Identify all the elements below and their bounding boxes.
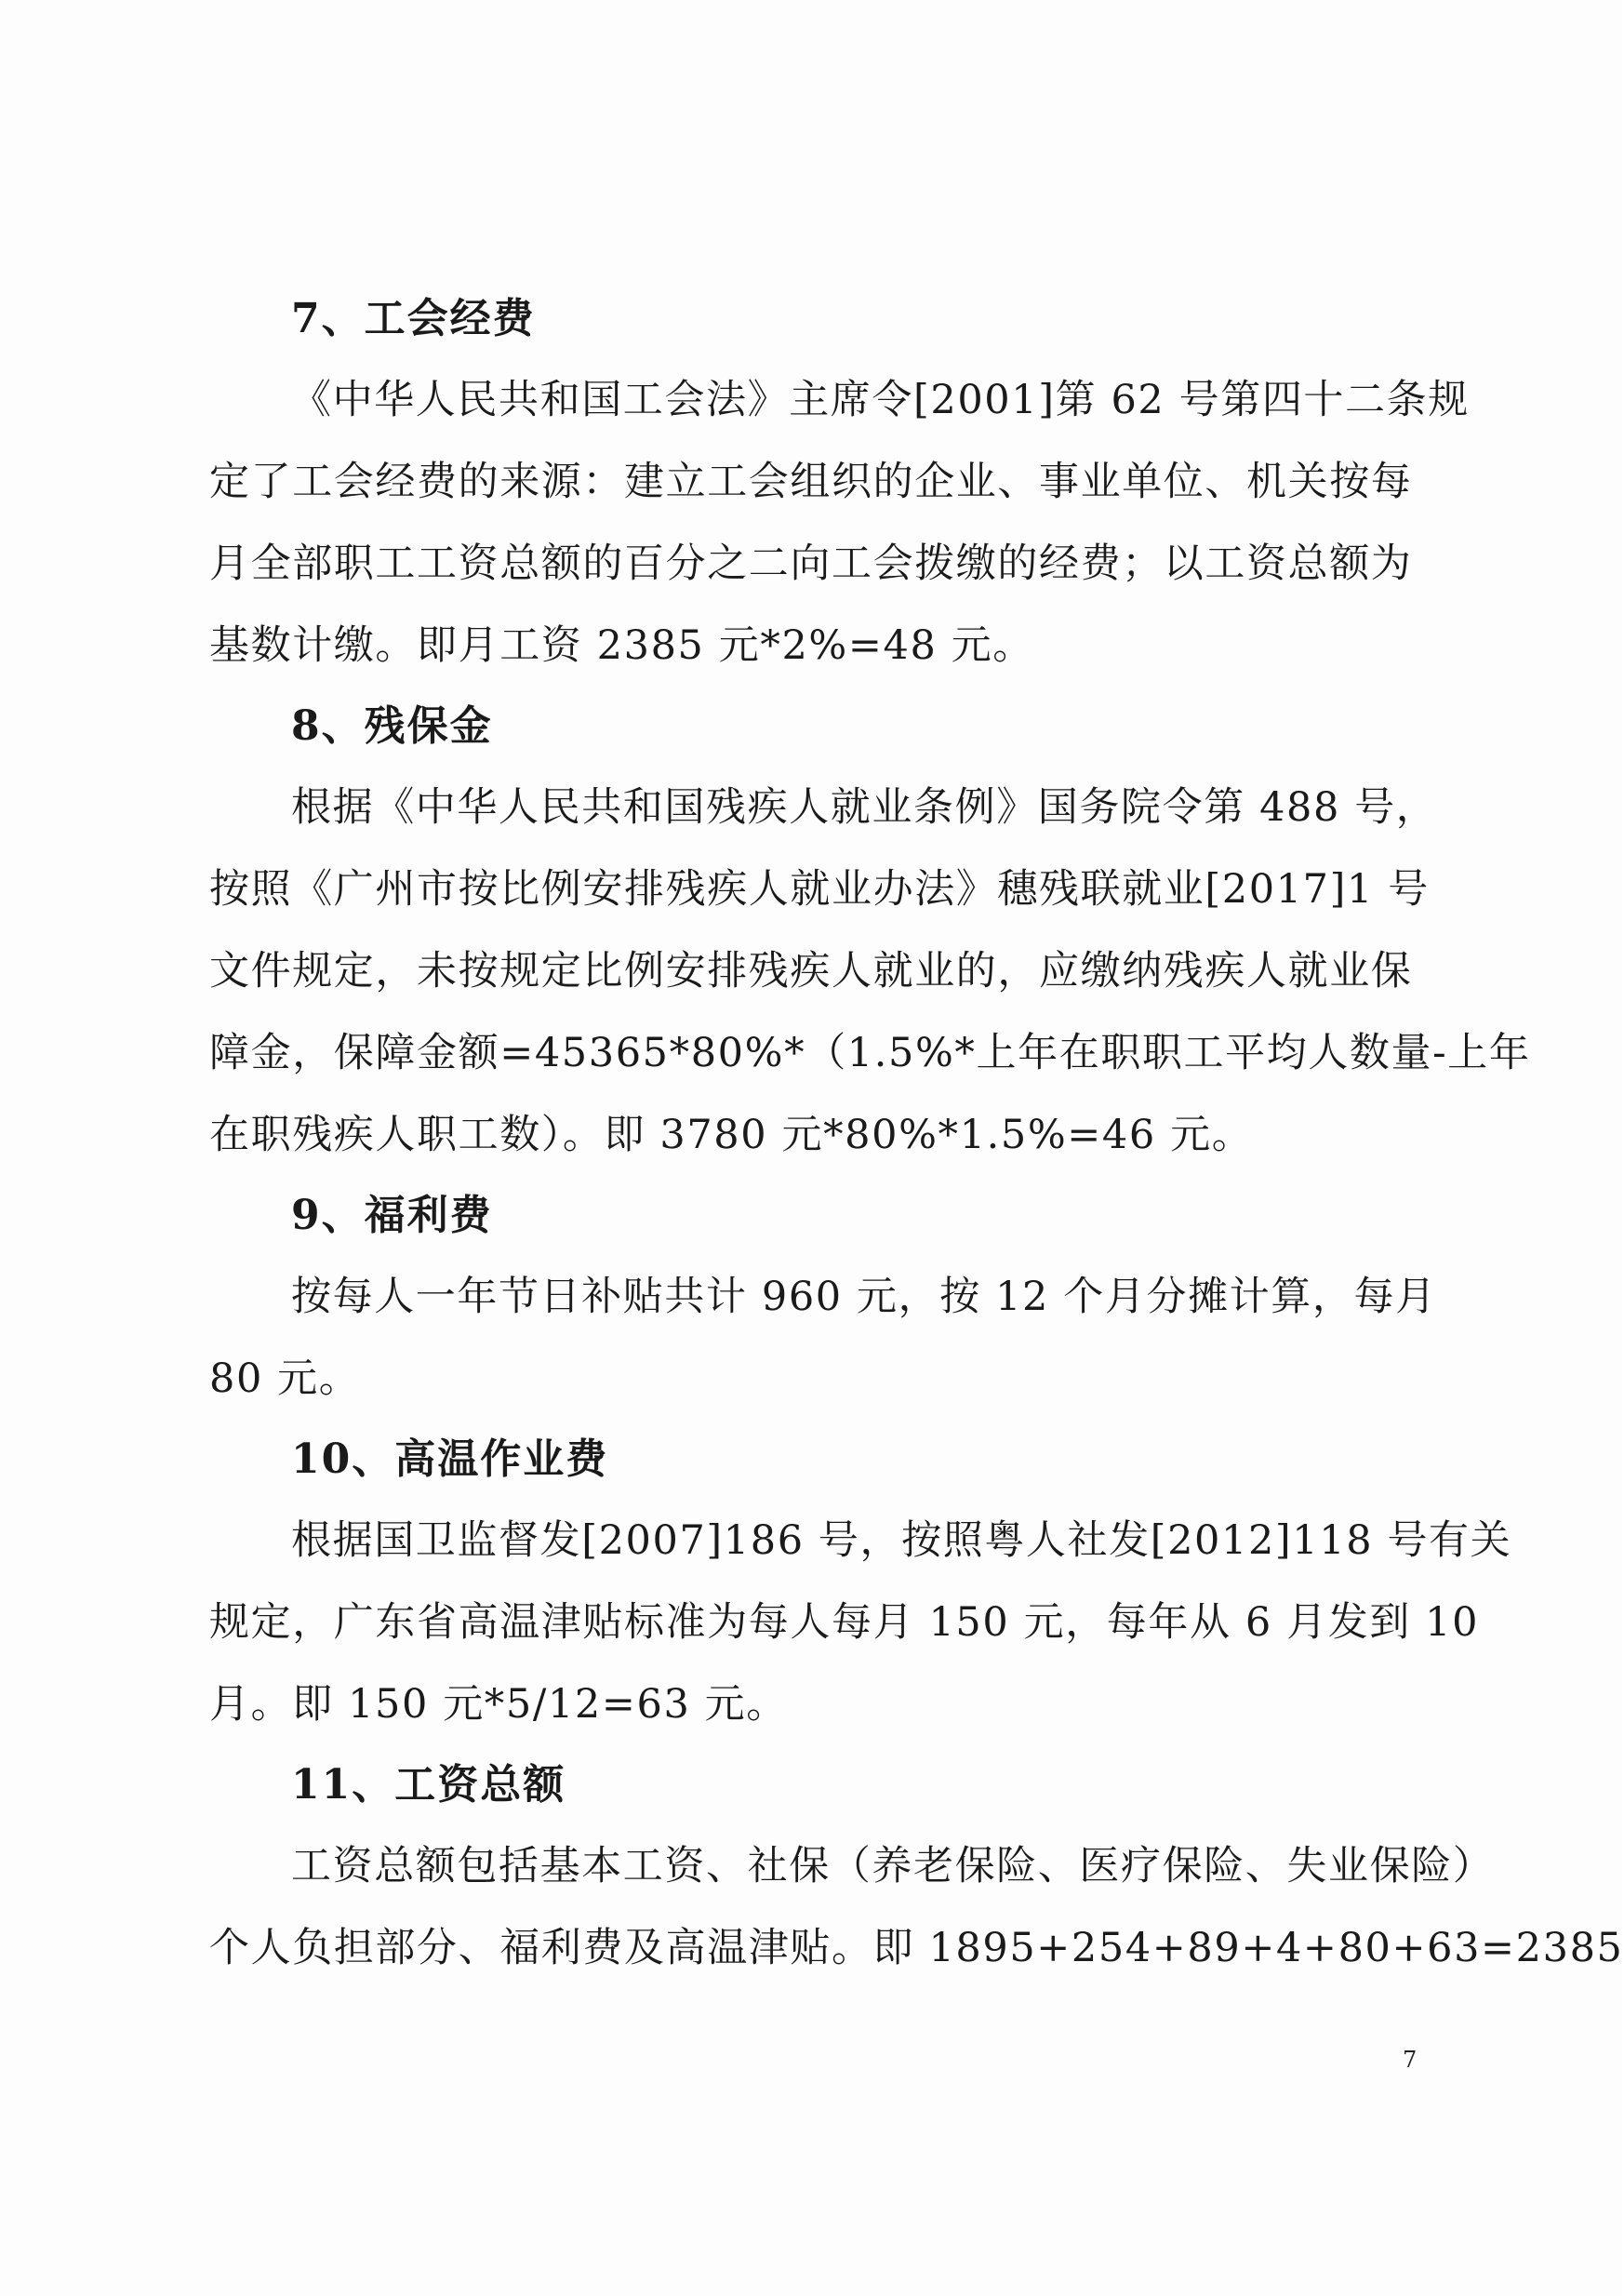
paragraph-line: 个人负担部分、福利费及高温津贴。即 1895+254+89+4+80+63=2385 [209, 1925, 1624, 1971]
section-welfare-fees [209, 1176, 1437, 1420]
paragraph-line: 文件规定，未按规定比例安排残疾人就业的，应缴纳残疾人就业保 [209, 948, 1413, 994]
section-paragraph [209, 359, 1470, 687]
document-body [209, 279, 1624, 1989]
section-paragraph [209, 1256, 1437, 1420]
section-heading: 8、残保金 [291, 702, 493, 750]
section-heading: 10、高温作业费 [291, 1435, 609, 1483]
page-number: 7 [1403, 2047, 1418, 2073]
paragraph-line: 障金，保障金额=45365*80%*（1.5%*上年在职职工平均人数量-上年 [209, 1030, 1531, 1076]
section-paragraph [209, 767, 1531, 1176]
paragraph-line: 按每人一年节日补贴共计 960 元，按 12 个月分摊计算，每月 [291, 1274, 1437, 1320]
paragraph-line: 规定，广东省高温津贴标准为每人每月 150 元，每年从 6 月发到 10 [209, 1599, 1480, 1646]
paragraph-line: 基数计缴。即月工资 2385 元*2%=48 元。 [209, 622, 1034, 669]
section-paragraph [209, 1825, 1624, 1989]
section-high-temperature-fees [209, 1420, 1512, 1745]
paragraph-line: 定了工会经费的来源：建立工会组织的企业、事业单位、机关按每 [209, 459, 1413, 505]
paragraph-line: 《中华人民共和国工会法》主席令[2001]第 62 号第四十二条规 [291, 377, 1470, 423]
paragraph-line: 工资总额包括基本工资、社保（养老保险、医疗保险、失业保险） [291, 1843, 1495, 1889]
paragraph-line: 80 元。 [209, 1355, 361, 1402]
paragraph-line: 在职残疾人职工数）。即 3780 元*80%*1.5%=46 元。 [209, 1112, 1254, 1158]
paragraph-line: 按照《广州市按比例安排残疾人就业办法》穗残联就业[2017]1 号 [209, 866, 1430, 913]
paragraph-line: 根据《中华人民共和国残疾人就业条例》国务院令第 488 号， [291, 784, 1438, 831]
section-heading: 11、工资总额 [291, 1761, 566, 1809]
section-total-wages [209, 1745, 1624, 1989]
section-disability-fund [209, 687, 1531, 1176]
paragraph-line: 月。即 150 元*5/12=63 元。 [209, 1681, 788, 1728]
section-heading: 7、工会经费 [291, 295, 536, 342]
section-union-fees [209, 279, 1470, 687]
paragraph-line: 根据国卫监督发[2007]186 号，按照粤人社发[2012]118 号有关 [291, 1517, 1512, 1564]
section-paragraph [209, 1500, 1512, 1745]
section-heading: 9、福利费 [291, 1192, 493, 1239]
paragraph-line: 月全部职工工资总额的百分之二向工会拨缴的经费；以工资总额为 [209, 541, 1413, 587]
